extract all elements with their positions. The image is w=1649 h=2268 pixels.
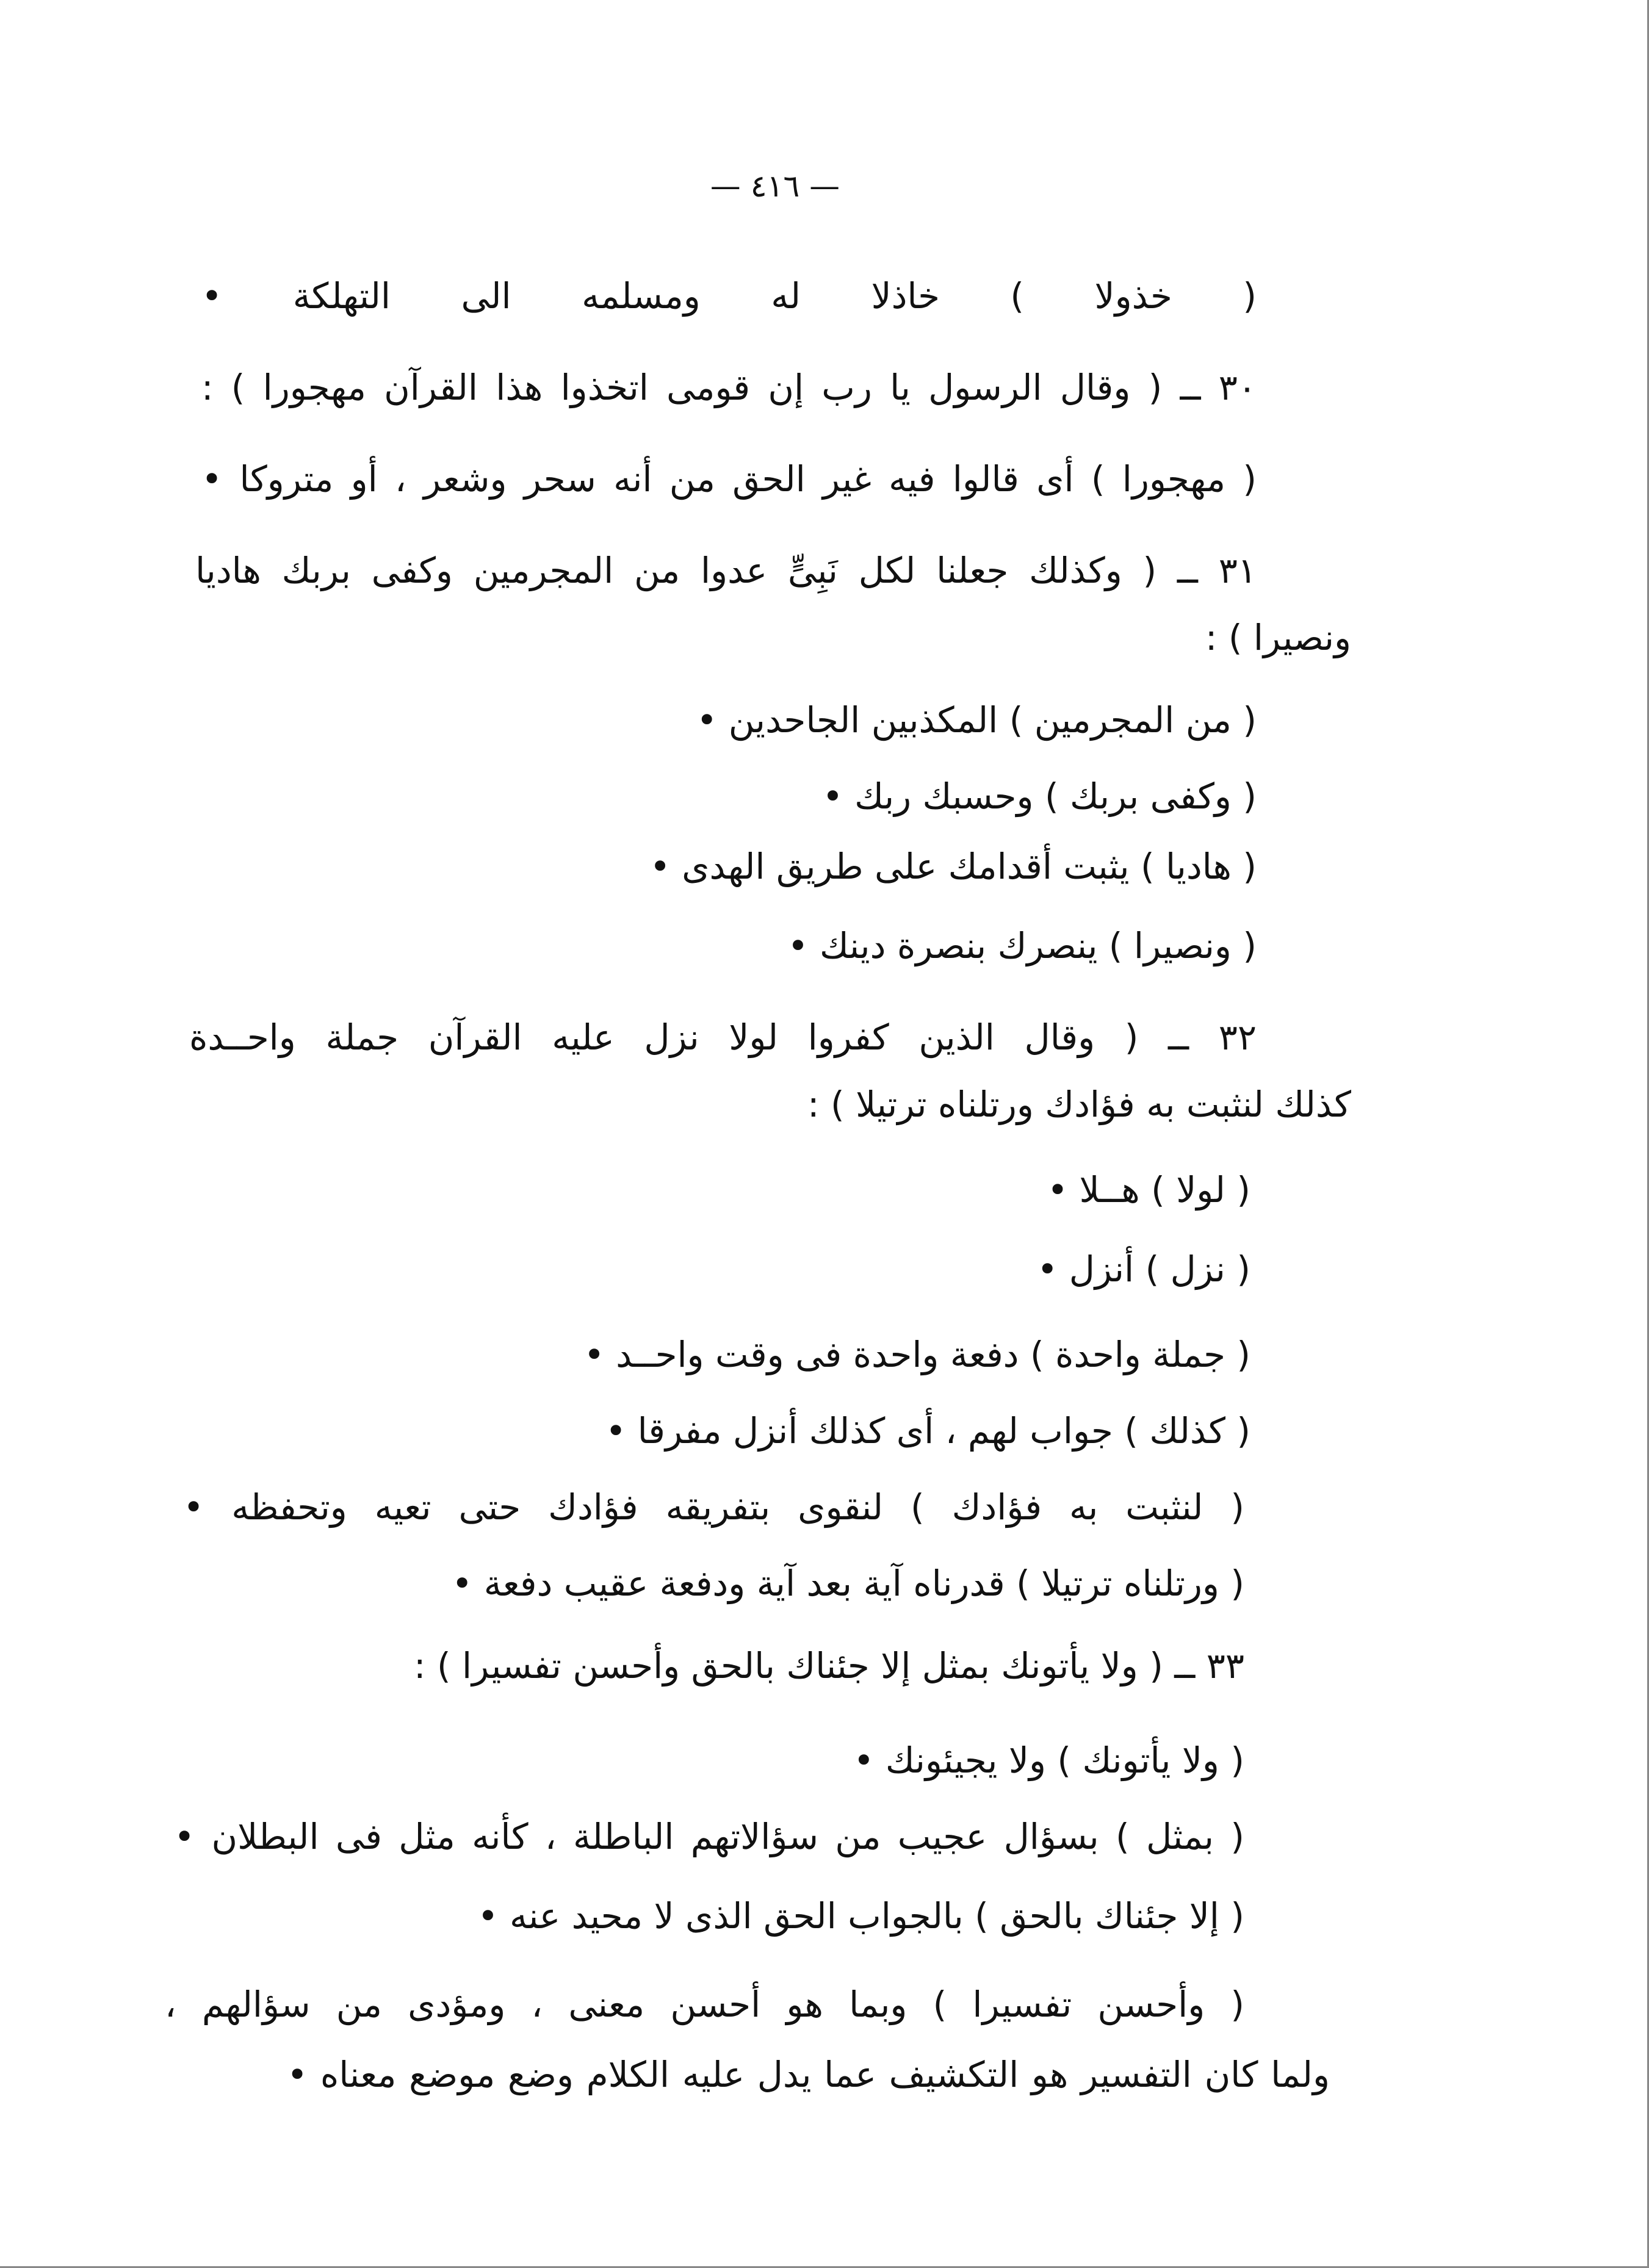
text-line-20: ( بمثل ) بسؤال عجيب من سؤالاتهم الباطلة ، كأنه مثل فى البطلان • (174, 1816, 1244, 1857)
text-line-1: ( خذولا ) خاذلا له ومسلمه الى التهلكة • (201, 275, 1257, 317)
text-line-3: ( مهجورا ) أى قالوا فيه غير الحق من أنه سحر وشعر ، أو متروكا • (201, 458, 1257, 500)
text-line-19: ( ولا يأتونك ) ولا يجيئونك • (853, 1740, 1244, 1781)
text-line-17: ( ورتلناه ترتيلا ) قدرناه آية بعد آية ودفعة عقيب دفعة • (452, 1563, 1244, 1604)
text-line-15: ( كذلك ) جواب لهم ، أى كذلك أنزل مفرقا • (605, 1410, 1250, 1452)
page-number: — ٤١٦ — (710, 168, 840, 204)
text-line-22: ( وأحسن تفسيرا ) وبما هو أحسن معنى ، ومؤدى من سؤالهم ، (165, 1984, 1244, 2025)
text-line-21: ( إلا جئناك بالحق ) بالجواب الحق الذى لا محيد عنه • (477, 1895, 1244, 1937)
text-line-8: ( هاديا ) يثبت أقدامك على طريق الهدى • (649, 846, 1257, 887)
text-line-14: ( جملة واحدة ) دفعة واحدة فى وقت واحــد • (583, 1334, 1250, 1375)
text-line-5: ونصيرا ) : (1205, 617, 1351, 658)
text-line-6: ( من المجرمين ) المكذبين الجاحدين • (696, 699, 1257, 741)
text-line-13: ( نزل ) أنزل • (1037, 1248, 1250, 1290)
text-line-18: ٣٣ ــ ( ولا يأتونك بمثل إلا جئناك بالحق وأحسن تفسيرا ) : (414, 1645, 1244, 1687)
text-line-2: ٣٠ ــ ( وقال الرسول يا رب إن قومى اتخذوا هذا القرآن مهجورا ) : (201, 367, 1257, 408)
text-line-7: ( وكفى بربك ) وحسبك ربك • (822, 776, 1257, 817)
text-line-10: ٣٢ ــ ( وقال الذين كفروا لولا نزل عليه القرآن جملة واحــدة (189, 1017, 1257, 1058)
text-line-9: ( ونصيرا ) ينصرك بنصرة دينك • (787, 925, 1257, 967)
text-line-12: ( لولا ) هــلا • (1047, 1169, 1250, 1211)
text-line-23: ولما كان التفسير هو التكشيف عما يدل عليه الكلام وضع موضع معناه • (287, 2054, 1330, 2095)
text-line-11: كذلك لنثبت به فؤادك ورتلناه ترتيلا ) : (807, 1084, 1351, 1125)
text-line-16: ( لنثبت به فؤادك ) لنقوى بتفريقه فؤادك حتى تعيه وتحفظه • (183, 1486, 1244, 1528)
text-line-4: ٣١ ــ ( وكذلك جعلنا لكل نَبِىٍّ عدوا من المجرمين وكفى بربك هاديا (195, 550, 1257, 591)
